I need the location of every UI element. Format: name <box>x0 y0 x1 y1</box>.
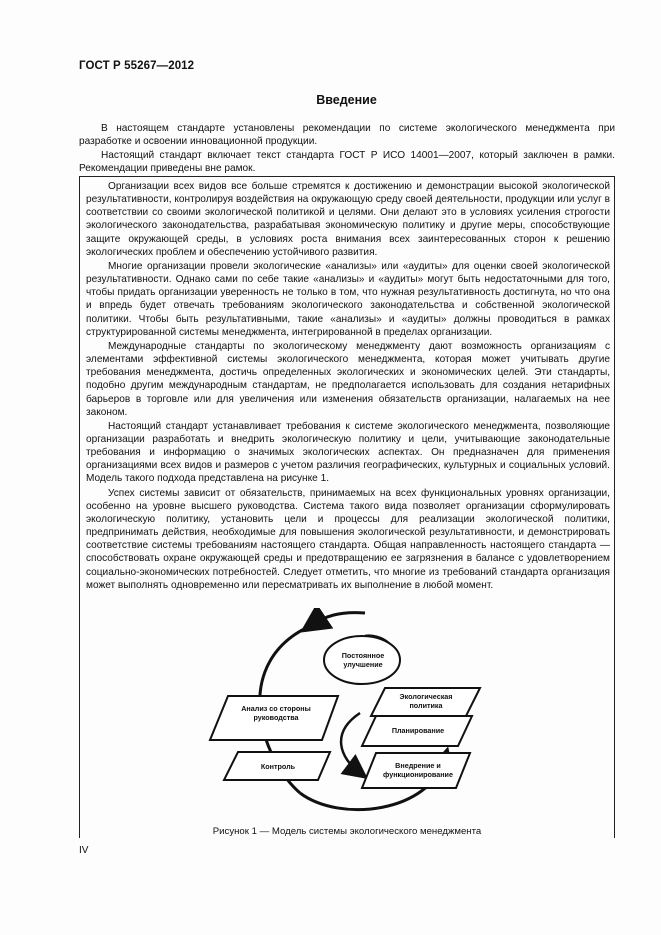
intro-paragraph: Настоящий стандарт включает текст стандарта ГОСТ Р ИСО 14001—2007, который заключен в рамки. Рекомендации приведены вне рамок. <box>79 149 615 175</box>
framed-paragraph: Настоящий стандарт устанавливает требования к системе экологического менеджмента, позволяющие организации разработать и внедрить экологическую политику и цели, учитывающие законодательные требования и информацию о значимых экологических аспектах. Он предназначен для применения организациями всех видов и размеров с учетом различия географических, культурных и социальных условий. Модель такого подхода представлена на рисунке 1. <box>86 420 610 485</box>
section-title: Введение <box>316 93 377 107</box>
standard-header: ГОСТ Р 55267—2012 <box>79 60 195 72</box>
cycle-arc <box>310 613 365 626</box>
framed-paragraph: Многие организации провели экологические «анализы» или «аудиты» для оценки своей экологической результативности. Однако сами по себе такие «анализы» и «аудиты» могут быть недостаточными для того, чтобы придать организации уверенность не только в том, что нужная результативность достигнута, но что она и впредь будет отвечать требованиям экологического законодательства и собственной экологической политики. Чтобы быть результативными, такие «анализы» и «аудиты» должны проводиться в рамках структурированной системы менеджмента, интегрированной в пределах организации. <box>86 260 610 338</box>
intro-text <box>79 122 615 176</box>
label-policy: Экологическая политика <box>399 692 453 710</box>
framed-paragraph: Успех системы зависит от обязательств, принимаемых на всех функциональных уровнях организации, особенно на уровне высшего руководства. Система такого вида позволяет организации сформулировать экологическую политику, установить цели и процессы для реализации экологической политики, предпринимать действия, необходимые для повышения экологической результативности, и демонстрировать соответствие системы требованиям настоящего стандарта. Общая направленность настоящего стандарта — способствовать охране окружающей среды и предотвращению ее загрязнения в балансе с удовлетворением социально-экономических потребностей. Следует отметить, что многие из требований стандарта организация может выполнять одновременно или пересматривать их выполнение в любой момент. <box>86 487 610 591</box>
inner-arc <box>341 713 360 773</box>
intro-paragraph: В настоящем стандарте установлены рекомендации по системе экологического менеджмента при разработке и освоении инновационной продукции. <box>79 123 615 148</box>
label-improvement: Постоянное улучшение <box>341 651 385 669</box>
label-review: Анализ со стороны руководства <box>241 704 311 722</box>
framed-text <box>86 180 610 593</box>
figure-caption: Рисунок 1 — Модель системы экологического менеджмента <box>212 826 482 837</box>
framed-paragraph: Международные стандарты по экологическому менеджменту дают возможность организациям с элементами эффективной системы экологического менеджмента, которая может учитывать другие требования менеджмента, достичь определенных экологических и экономических целей. Эти стандарты, подобно другим международным стандартам, не предполагается использовать для создания нетарифных барьеров в торговле или для увеличения или изменения обязательств организации, налагаемых на нее законом. <box>86 340 610 418</box>
label-planning: Планирование <box>391 726 445 735</box>
label-implementation: Внедрение и функционирование <box>383 761 453 779</box>
ems-model-diagram <box>190 608 490 823</box>
label-control: Контроль <box>260 762 296 771</box>
framed-paragraph: Организации всех видов все больше стремятся к достижению и демонстрации высокой экологической результативности, контролируя воздействия на окружающую среду своей деятельности, продукции или услуг в соответствии со своими экологической политикой и целями. Они делают это в условиях усиления строгости экологического законодательства, разрабатывая экономическую политику и другие меры, способствующие защите окружающей среды, в условиях роста внимания всех заинтересованных сторон к решению экологических проблем и обеспечению устойчивого развития. <box>86 181 610 258</box>
page-number: IV <box>79 845 89 856</box>
